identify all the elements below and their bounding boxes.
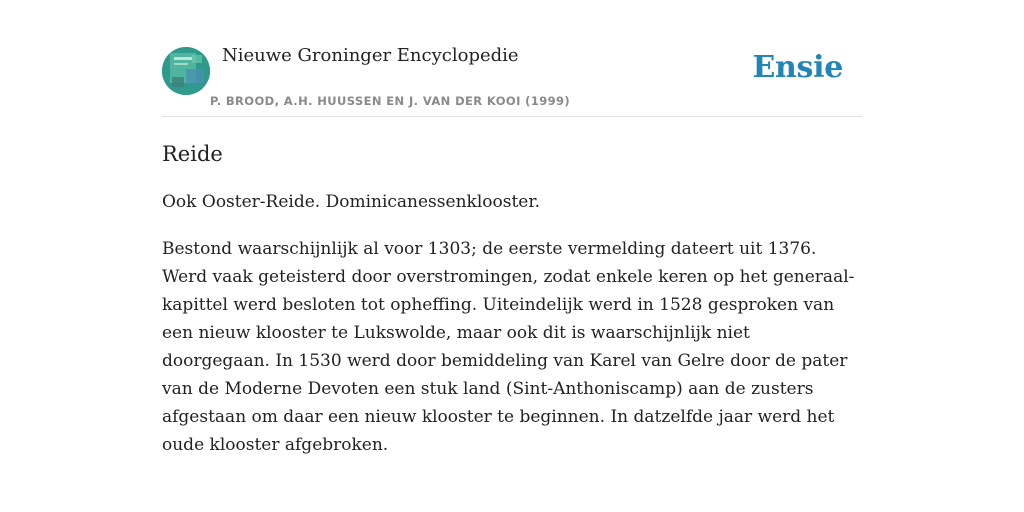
entry-title: Reide (162, 142, 223, 166)
source-authors: P. BROOD, A.H. HUUSSEN EN J. VAN DER KOOI (1999) (210, 94, 571, 108)
article (162, 138, 862, 459)
ensie-logo-link[interactable]: Ensie (752, 50, 843, 85)
source-title[interactable]: Nieuwe Groninger Encyclopedie (222, 45, 519, 66)
entry-lead: Ook Ooster-Reide. Dominicanessenklooster. (162, 192, 541, 212)
book-cover-thumbnail-icon[interactable] (162, 47, 210, 95)
entry-body: Bestond waarschijnlijk al voor 1303; de eerste vermelding dateert uit 1376. Werd vaak geteisterd door overstromingen, zodat enkele keren op het generaal-kapittel werd besloten tot opheffing. Uiteindelijk werd in 1528 gesproken van een nieuw klooster te Lukswolde, maar ook dit is waarschijnlijk niet doorgegaan. In 1530 werd door bemiddeling van Karel van Gelre door de pater van de Moderne Devoten een stuk land (Sint-Anthoniscamp) aan de zusters afgestaan om daar een nieuw klooster te beginnen. In datzelfde jaar werd het oude klooster afgebroken. (162, 239, 855, 455)
source-header (162, 44, 862, 117)
